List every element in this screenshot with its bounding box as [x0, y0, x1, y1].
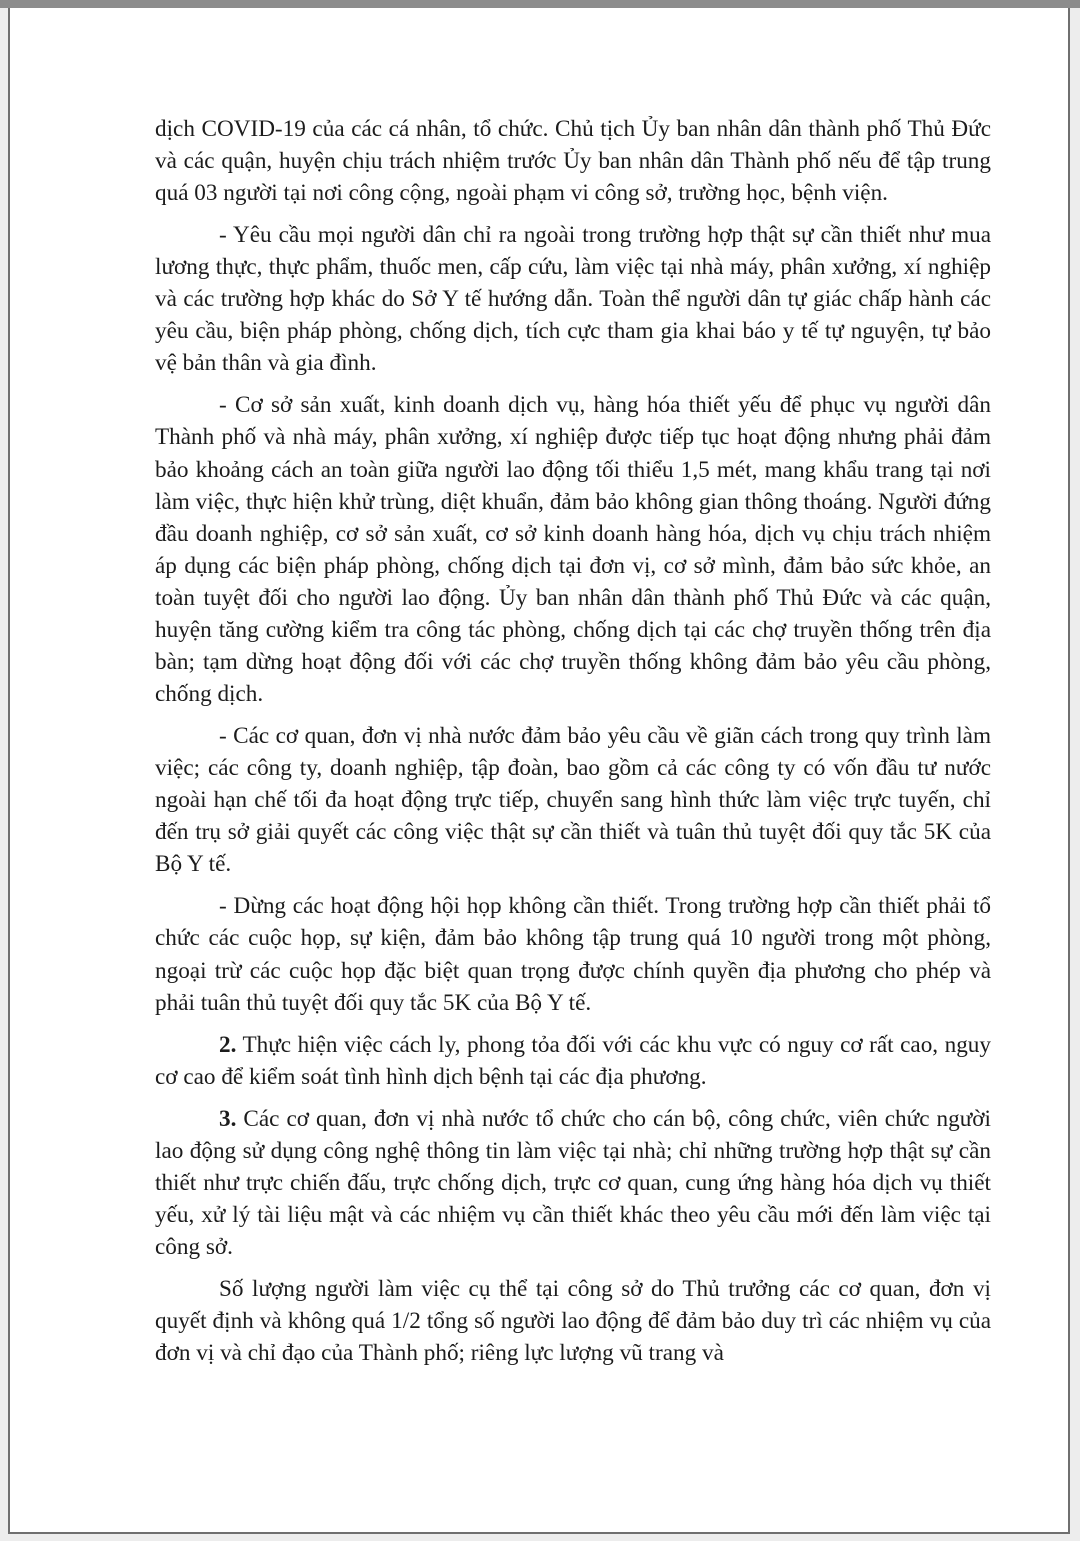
paragraph-continuation: dịch COVID-19 của các cá nhân, tổ chức. Chủ tịch Ủy ban nhân dân thành phố Thủ Đức và các quận, huyện chịu trách nhiệm trước Ủy ban nhân dân Thành phố nếu để tập trung quá 03 người tại nơi công cộng, ngoài phạm vi công sở, trường học, bệnh viện. — [155, 116, 991, 207]
item-number-2: 2. — [219, 1031, 237, 1058]
paragraph-agencies-distancing: - Các cơ quan, đơn vị nhà nước đảm bảo yêu cầu về giãn cách trong quy trình làm việc; các công ty, doanh nghiệp, tập đoàn, bao gồm cả các công ty có vốn đầu tư nước ngoài hạn chế tối đa hoạt động trực tiếp, chuyển sang hình thức làm việc trực tuyến, chỉ đến trụ sở giải quyết các công việc thật sự cần thiết và tuân thủ tuyệt đối quy tắc 5K của Bộ Y tế. — [155, 723, 991, 878]
scan-top-edge — [0, 0, 1080, 8]
item-number-3: 3. — [219, 1105, 237, 1132]
paragraph-item-2 — [155, 1029, 991, 1093]
item-3-text: Các cơ quan, đơn vị nhà nước tổ chức cho cán bộ, công chức, viên chức người lao động sử dụng công nghệ thông tin làm việc tại nhà; chỉ những trường hợp thật sự cần thiết như trực chiến đấu, trực chống dịch, trực cơ quan, cung ứng hàng hóa dịch vụ thiết yếu, xử lý tài liệu mật và các nhiệm vụ cần thiết khác theo yêu cầu mới đến làm việc tại công sở. — [155, 1105, 991, 1260]
paragraph-item-3 — [155, 1103, 991, 1263]
paragraph-businesses: - Cơ sở sản xuất, kinh doanh dịch vụ, hàng hóa thiết yếu để phục vụ người dân Thành phố và nhà máy, phân xưởng, xí nghiệp được tiếp tục hoạt động nhưng phải đảm bảo khoảng cách an toàn giữa người lao động tối thiểu 1,5 mét, mang khẩu trang tại nơi làm việc, thực hiện khử trùng, diệt khuẩn, đảm bảo không gian thông thoáng. Người đứng đầu doanh nghiệp, cơ sở sản xuất, cơ sở kinh doanh hàng hóa, dịch vụ chịu trách nhiệm áp dụng các biện pháp phòng, chống dịch tại đơn vị, cơ sở mình, đảm bảo sức khỏe, an toàn tuyệt đối cho người lao động. Ủy ban nhân dân thành phố Thủ Đức và các quận, huyện tăng cường kiểm tra công tác phòng, chống dịch tại các chợ truyền thống trên địa bàn; tạm dừng hoạt động đối với các chợ truyền thống không đảm bảo yêu cầu phòng, chống dịch. — [155, 392, 991, 708]
document-body — [155, 113, 991, 1379]
paragraph-meetings: - Dừng các hoạt động hội họp không cần thiết. Trong trường hợp cần thiết phải tổ chức các cuộc họp, sự kiện, đảm bảo không tập trung quá 10 người trong một phòng, ngoại trừ các cuộc họp đặc biệt quan trọng được chính quyền địa phương cho phép và phải tuân thủ tuyệt đối quy tắc 5K của Bộ Y tế. — [155, 893, 991, 1016]
paragraph-residents-stay-home: - Yêu cầu mọi người dân chỉ ra ngoài trong trường hợp thật sự cần thiết như mua lương thực, thực phẩm, thuốc men, cấp cứu, làm việc tại nhà máy, phân xưởng, xí nghiệp và các trường hợp khác do Sở Y tế hướng dẫn. Toàn thể người dân tự giác chấp hành các yêu cầu, biện pháp phòng, chống dịch, tích cực tham gia khai báo y tế tự nguyện, tự bảo vệ bản thân và gia đình. — [155, 222, 991, 377]
document-page — [8, 8, 1070, 1534]
paragraph-staff-limit: Số lượng người làm việc cụ thể tại công sở do Thủ trưởng các cơ quan, đơn vị quyết định và không quá 1/2 tổng số người lao động để đảm bảo duy trì các nhiệm vụ của đơn vị và chỉ đạo của Thành phố; riêng lực lượng vũ trang và — [155, 1275, 991, 1366]
item-2-text: Thực hiện việc cách ly, phong tỏa đối với các khu vực có nguy cơ rất cao, nguy cơ cao để kiểm soát tình hình dịch bệnh tại các địa phương. — [155, 1031, 991, 1090]
